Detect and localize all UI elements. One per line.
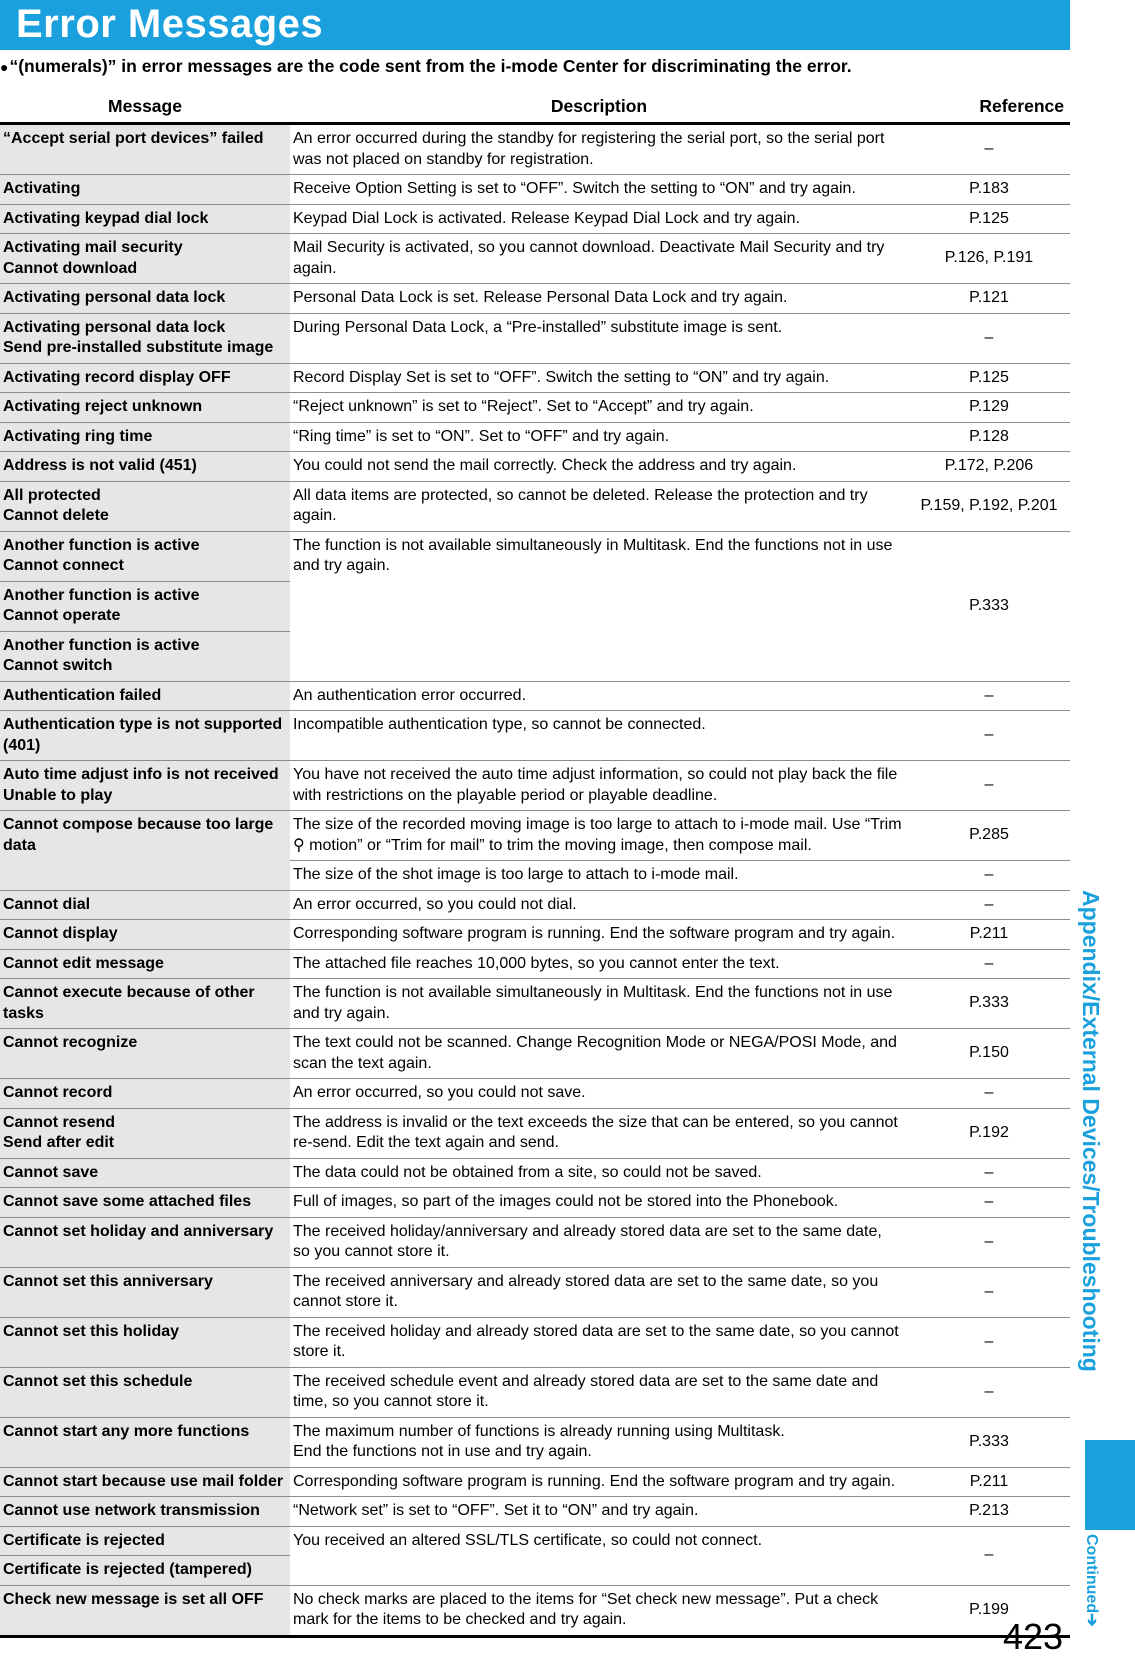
table-row (0, 1158, 1070, 1188)
message-cell: Cannot display (0, 920, 290, 950)
table-row (0, 1417, 1070, 1467)
table-row (0, 1526, 1070, 1556)
message-cell: All protected Cannot delete (0, 481, 290, 531)
message-cell: Another function is active Cannot connect (0, 531, 290, 581)
message-cell: Cannot recognize (0, 1029, 290, 1079)
reference-cell: P.183 (908, 175, 1070, 205)
table-row (0, 452, 1070, 482)
table-row (0, 1079, 1070, 1109)
message-cell: Activating personal data lock (0, 284, 290, 314)
reference-cell: P.150 (908, 1029, 1070, 1079)
description-cell: The function is not available simultaneously in Multitask. End the functions not in use and try again. (290, 531, 908, 681)
description-cell: Corresponding software program is running. End the software program and try again. (290, 920, 908, 950)
section-tab-marker (1085, 1440, 1135, 1530)
message-cell: Cannot save (0, 1158, 290, 1188)
reference-cell: P.211 (908, 920, 1070, 950)
table-row (0, 204, 1070, 234)
message-cell: “Accept serial port devices” failed (0, 124, 290, 175)
message-cell: Auto time adjust info is not received Unable to play (0, 761, 290, 811)
column-header-message: Message (0, 92, 290, 124)
description-cell: The received holiday/anniversary and already stored data are set to the same date, so you cannot store it. (290, 1217, 908, 1267)
description-cell: Personal Data Lock is set. Release Personal Data Lock and try again. (290, 284, 908, 314)
message-cell: Cannot compose because too large data (0, 811, 290, 891)
reference-cell: P.159, P.192, P.201 (908, 481, 1070, 531)
table-row (0, 1108, 1070, 1158)
message-cell: Activating mail security Cannot download (0, 234, 290, 284)
message-cell: Cannot set this holiday (0, 1317, 290, 1367)
message-cell: Address is not valid (451) (0, 452, 290, 482)
column-header-description: Description (290, 92, 908, 124)
description-cell: The size of the shot image is too large to attach to i-mode mail. (290, 861, 908, 891)
table-row (0, 1029, 1070, 1079)
reference-cell: – (908, 1317, 1070, 1367)
reference-cell: P.333 (908, 979, 1070, 1029)
message-cell: Activating reject unknown (0, 393, 290, 423)
reference-cell: – (908, 1188, 1070, 1218)
reference-cell: – (908, 124, 1070, 175)
message-cell: Check new message is set all OFF (0, 1585, 290, 1636)
reference-cell: P.172, P.206 (908, 452, 1070, 482)
continued-text: Continued (1083, 1534, 1100, 1614)
description-cell: The function is not available simultaneously in Multitask. End the functions not in use and try again. (290, 979, 908, 1029)
table-row (0, 124, 1070, 175)
description-cell: The address is invalid or the text exceeds the size that can be entered, so you cannot re-send. Edit the text again and send. (290, 1108, 908, 1158)
description-cell: Keypad Dial Lock is activated. Release Keypad Dial Lock and try again. (290, 204, 908, 234)
description-cell: The received holiday and already stored data are set to the same date, so you cannot store it. (290, 1317, 908, 1367)
description-cell: The size of the recorded moving image is too large to attach to i-mode mail. Use “Trim ⚲ motion” or “Trim for mail” to trim the moving image, then compose mail. (290, 811, 908, 861)
continued-label (1082, 1534, 1102, 1627)
message-cell: Activating record display OFF (0, 363, 290, 393)
description-cell: The attached file reaches 10,000 bytes, so you cannot enter the text. (290, 949, 908, 979)
reference-cell: P.125 (908, 204, 1070, 234)
reference-cell: P.126, P.191 (908, 234, 1070, 284)
description-cell: An error occurred, so you could not save. (290, 1079, 908, 1109)
message-cell: Cannot set this anniversary (0, 1267, 290, 1317)
table-row (0, 175, 1070, 205)
table-row (0, 1217, 1070, 1267)
intro-note (0, 56, 1070, 77)
description-cell: Record Display Set is set to “OFF”. Switch the setting to “ON” and try again. (290, 363, 908, 393)
reference-cell: P.192 (908, 1108, 1070, 1158)
table-row (0, 313, 1070, 363)
description-cell: The received anniversary and already stored data are set to the same date, so you cannot store it. (290, 1267, 908, 1317)
message-cell: Certificate is rejected (tampered) (0, 1556, 290, 1586)
table-row (0, 481, 1070, 531)
reference-cell: P.213 (908, 1497, 1070, 1527)
reference-cell: – (908, 1217, 1070, 1267)
reference-cell: – (908, 1367, 1070, 1417)
reference-cell: – (908, 1158, 1070, 1188)
reference-cell: P.333 (908, 1417, 1070, 1467)
title-bar (0, 0, 1070, 50)
table-row (0, 920, 1070, 950)
table-header-row (0, 92, 1070, 124)
message-cell: Cannot use network transmission (0, 1497, 290, 1527)
message-cell: Cannot start any more functions (0, 1417, 290, 1467)
description-cell: “Network set” is set to “OFF”. Set it to “ON” and try again. (290, 1497, 908, 1527)
table-row (0, 1188, 1070, 1218)
message-cell: Cannot edit message (0, 949, 290, 979)
error-messages-table (0, 92, 1070, 1638)
page-number: 423 (1003, 1616, 1064, 1657)
description-cell: The text could not be scanned. Change Recognition Mode or NEGA/POSI Mode, and scan the text again. (290, 1029, 908, 1079)
reference-cell: – (908, 1526, 1070, 1585)
continued-arrow-icon: ➔ (1083, 1613, 1100, 1627)
reference-cell: – (908, 890, 1070, 920)
description-cell: An error occurred during the standby for registering the serial port, so the serial port was not placed on standby for registration. (290, 124, 908, 175)
reference-cell: P.121 (908, 284, 1070, 314)
description-cell: An authentication error occurred. (290, 681, 908, 711)
description-cell: “Reject unknown” is set to “Reject”. Set to “Accept” and try again. (290, 393, 908, 423)
reference-cell: P.285 (908, 811, 1070, 861)
message-cell: Cannot record (0, 1079, 290, 1109)
reference-cell: – (908, 313, 1070, 363)
table-row (0, 363, 1070, 393)
message-cell: Cannot execute because of other tasks (0, 979, 290, 1029)
message-cell: Authentication failed (0, 681, 290, 711)
table-row (0, 811, 1070, 861)
message-cell: Activating keypad dial lock (0, 204, 290, 234)
table-row (0, 284, 1070, 314)
table-row (0, 393, 1070, 423)
message-cell: Cannot resend Send after edit (0, 1108, 290, 1158)
description-cell: Full of images, so part of the images could not be stored into the Phonebook. (290, 1188, 908, 1218)
table-row (0, 234, 1070, 284)
reference-cell: P.333 (908, 531, 1070, 681)
table-row (0, 949, 1070, 979)
description-cell: The received schedule event and already stored data are set to the same date and time, so you cannot store it. (290, 1367, 908, 1417)
message-cell: Cannot set holiday and anniversary (0, 1217, 290, 1267)
table-row (0, 979, 1070, 1029)
reference-cell: P.129 (908, 393, 1070, 423)
message-cell: Cannot save some attached files (0, 1188, 290, 1218)
description-cell: You have not received the auto time adjust information, so could not play back the file with restrictions on the playable period or playable deadline. (290, 761, 908, 811)
section-side-label: Appendix/External Devices/Troubleshooting (1078, 890, 1104, 1372)
description-cell: Mail Security is activated, so you cannot download. Deactivate Mail Security and try again. (290, 234, 908, 284)
column-header-reference: Reference (908, 92, 1070, 124)
description-cell: All data items are protected, so cannot be deleted. Release the protection and try again. (290, 481, 908, 531)
table-row (0, 1497, 1070, 1527)
reference-cell: – (908, 711, 1070, 761)
description-cell: Receive Option Setting is set to “OFF”. Switch the setting to “ON” and try again. (290, 175, 908, 205)
description-cell: An error occurred, so you could not dial. (290, 890, 908, 920)
message-cell: Activating (0, 175, 290, 205)
description-cell: The data could not be obtained from a site, so could not be saved. (290, 1158, 908, 1188)
description-cell: No check marks are placed to the items for “Set check new message”. Put a check mark for the items to be checked and try again. (290, 1585, 908, 1636)
table-row (0, 890, 1070, 920)
table-row (0, 1317, 1070, 1367)
message-cell: Cannot dial (0, 890, 290, 920)
page-title: Error Messages (16, 2, 324, 46)
message-cell: Another function is active Cannot operate (0, 581, 290, 631)
table-row (0, 1467, 1070, 1497)
reference-cell: P.199 (908, 1585, 1070, 1636)
reference-cell: P.128 (908, 422, 1070, 452)
table-row (0, 711, 1070, 761)
description-cell: Incompatible authentication type, so cannot be connected. (290, 711, 908, 761)
description-cell: You received an altered SSL/TLS certificate, so could not connect. (290, 1526, 908, 1585)
reference-cell: – (908, 1267, 1070, 1317)
description-cell: During Personal Data Lock, a “Pre-installed” substitute image is sent. (290, 313, 908, 363)
description-cell: The maximum number of functions is already running using Multitask. End the functions not in use and try again. (290, 1417, 908, 1467)
reference-cell: P.125 (908, 363, 1070, 393)
message-cell: Activating ring time (0, 422, 290, 452)
message-cell: Cannot set this schedule (0, 1367, 290, 1417)
message-cell: Another function is active Cannot switch (0, 631, 290, 681)
table-row (0, 1267, 1070, 1317)
reference-cell: – (908, 1079, 1070, 1109)
table-row (0, 1367, 1070, 1417)
table-row (0, 422, 1070, 452)
table-row (0, 1585, 1070, 1636)
message-cell: Certificate is rejected (0, 1526, 290, 1556)
reference-cell: – (908, 949, 1070, 979)
description-cell: Corresponding software program is running. End the software program and try again. (290, 1467, 908, 1497)
description-cell: “Ring time” is set to “ON”. Set to “OFF” and try again. (290, 422, 908, 452)
bullet-icon: ● (0, 59, 9, 75)
reference-cell: – (908, 681, 1070, 711)
message-cell: Activating personal data lock Send pre-installed substitute image (0, 313, 290, 363)
message-cell: Authentication type is not supported (401) (0, 711, 290, 761)
message-cell: Cannot start because use mail folder (0, 1467, 290, 1497)
table-row (0, 681, 1070, 711)
table-row (0, 761, 1070, 811)
reference-cell: P.211 (908, 1467, 1070, 1497)
description-cell: You could not send the mail correctly. Check the address and try again. (290, 452, 908, 482)
table-row (0, 531, 1070, 581)
reference-cell: – (908, 761, 1070, 811)
intro-text: “(numerals)” in error messages are the code sent from the i-mode Center for discriminating the error. (9, 56, 852, 76)
reference-cell: – (908, 861, 1070, 891)
